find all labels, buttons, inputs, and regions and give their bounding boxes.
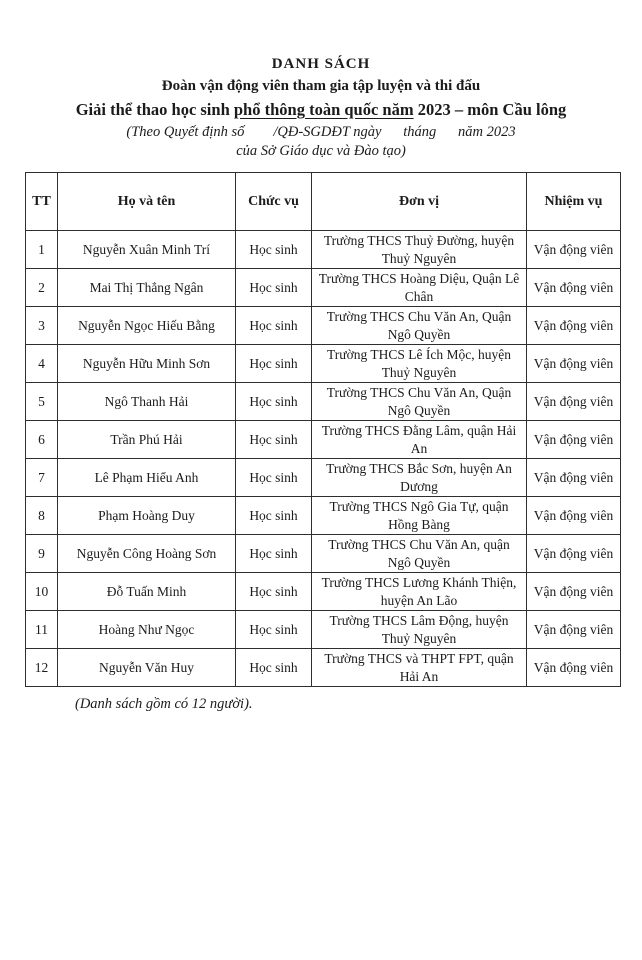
- cell-name: Nguyễn Công Hoàng Sơn: [58, 535, 236, 573]
- column-header-unit: Đơn vị: [312, 173, 527, 231]
- decree-reference-line: (Theo Quyết định số /QĐ-SGDĐT ngày tháng năm 2023: [126, 124, 516, 141]
- cell-name: Mai Thị Thẳng Ngân: [58, 269, 236, 307]
- cell-duty: Vận động viên: [527, 345, 621, 383]
- cell-index: 1: [26, 231, 58, 269]
- cell-role: Học sinh: [236, 649, 312, 687]
- cell-unit: Trường THCS Lê Ích Mộc, huyện Thuỷ Nguyên: [312, 345, 527, 383]
- roster-count-note: (Danh sách gồm có 12 người).: [75, 695, 253, 712]
- cell-unit: Trường THCS Thuỷ Đường, huyện Thuỷ Nguyên: [312, 231, 527, 269]
- table-row: [26, 421, 621, 459]
- cell-role: Học sinh: [236, 383, 312, 421]
- cell-name: Phạm Hoàng Duy: [58, 497, 236, 535]
- cell-name: Đỗ Tuấn Minh: [58, 573, 236, 611]
- cell-role: Học sinh: [236, 421, 312, 459]
- cell-unit: Trường THCS Chu Văn An, quận Ngô Quyền: [312, 535, 527, 573]
- cell-role: Học sinh: [236, 459, 312, 497]
- cell-duty: Vận động viên: [527, 573, 621, 611]
- cell-unit: Trường THCS Bắc Sơn, huyện An Dương: [312, 459, 527, 497]
- doc-subtitle: Đoàn vận động viên tham gia tập luyện và thi đấu: [161, 77, 481, 94]
- table-header-row: [26, 173, 621, 231]
- cell-unit: Trường THCS Đằng Lâm, quận Hải An: [312, 421, 527, 459]
- cell-index: 9: [26, 535, 58, 573]
- cell-unit: Trường THCS và THPT FPT, quận Hải An: [312, 649, 527, 687]
- cell-unit: Trường THCS Chu Văn An, Quận Ngô Quyền: [312, 383, 527, 421]
- event-title-pre: Giải thể thao học sinh: [75, 99, 234, 119]
- cell-role: Học sinh: [236, 573, 312, 611]
- doc-event-title: [0, 99, 642, 121]
- document-header: [0, 0, 642, 162]
- cell-role: Học sinh: [236, 535, 312, 573]
- cell-duty: Vận động viên: [527, 459, 621, 497]
- cell-index: 11: [26, 611, 58, 649]
- cell-duty: Vận động viên: [527, 611, 621, 649]
- cell-index: 3: [26, 307, 58, 345]
- doc-title: DANH SÁCH: [271, 56, 371, 72]
- table-row: [26, 649, 621, 687]
- athlete-roster-table: [25, 172, 621, 687]
- cell-unit: Trường THCS Ngô Gia Tự, quận Hồng Bàng: [312, 497, 527, 535]
- column-header-duty: Nhiệm vụ: [527, 173, 621, 231]
- cell-duty: Vận động viên: [527, 269, 621, 307]
- cell-role: Học sinh: [236, 497, 312, 535]
- cell-role: Học sinh: [236, 307, 312, 345]
- column-header-tt: TT: [26, 173, 58, 231]
- event-title-post: 2023 – môn Cầu lông: [413, 99, 567, 119]
- cell-role: Học sinh: [236, 269, 312, 307]
- cell-unit: Trường THCS Lâm Động, huyện Thuỷ Nguyên: [312, 611, 527, 649]
- cell-name: Nguyễn Văn Huy: [58, 649, 236, 687]
- cell-index: 2: [26, 269, 58, 307]
- cell-unit: Trường THCS Lương Khánh Thiện, huyện An Lão: [312, 573, 527, 611]
- cell-unit: Trường THCS Chu Văn An, Quận Ngô Quyền: [312, 307, 527, 345]
- cell-index: 5: [26, 383, 58, 421]
- cell-role: Học sinh: [236, 611, 312, 649]
- cell-name: Trần Phú Hải: [58, 421, 236, 459]
- table-row: [26, 611, 621, 649]
- cell-duty: Vận động viên: [527, 231, 621, 269]
- table-row: [26, 459, 621, 497]
- cell-duty: Vận động viên: [527, 421, 621, 459]
- cell-index: 8: [26, 497, 58, 535]
- table-row: [26, 497, 621, 535]
- cell-unit: Trường THCS Hoàng Diệu, Quận Lê Chân: [312, 269, 527, 307]
- cell-name: Lê Phạm Hiểu Anh: [58, 459, 236, 497]
- table-row: [26, 231, 621, 269]
- cell-duty: Vận động viên: [527, 649, 621, 687]
- cell-name: Nguyễn Xuân Minh Trí: [58, 231, 236, 269]
- cell-index: 12: [26, 649, 58, 687]
- table-row: [26, 307, 621, 345]
- table-row: [26, 345, 621, 383]
- cell-name: Hoàng Như Ngọc: [58, 611, 236, 649]
- cell-duty: Vận động viên: [527, 383, 621, 421]
- column-header-role: Chức vụ: [236, 173, 312, 231]
- cell-duty: Vận động viên: [527, 307, 621, 345]
- table-row: [26, 269, 621, 307]
- cell-index: 4: [26, 345, 58, 383]
- cell-index: 10: [26, 573, 58, 611]
- decree-issuer-line: của Sở Giáo dục và Đào tạo): [236, 143, 406, 160]
- table-row: [26, 383, 621, 421]
- column-header-name: Họ và tên: [58, 173, 236, 231]
- cell-index: 6: [26, 421, 58, 459]
- cell-role: Học sinh: [236, 345, 312, 383]
- table-row: [26, 573, 621, 611]
- table-row: [26, 535, 621, 573]
- event-title-underlined: phổ thông toàn quốc năm: [233, 99, 414, 119]
- cell-duty: Vận động viên: [527, 535, 621, 573]
- cell-name: Nguyễn Hữu Minh Sơn: [58, 345, 236, 383]
- cell-name: Nguyễn Ngọc Hiếu Bằng: [58, 307, 236, 345]
- cell-duty: Vận động viên: [527, 497, 621, 535]
- cell-role: Học sinh: [236, 231, 312, 269]
- table-body: [26, 231, 621, 687]
- cell-index: 7: [26, 459, 58, 497]
- cell-name: Ngô Thanh Hải: [58, 383, 236, 421]
